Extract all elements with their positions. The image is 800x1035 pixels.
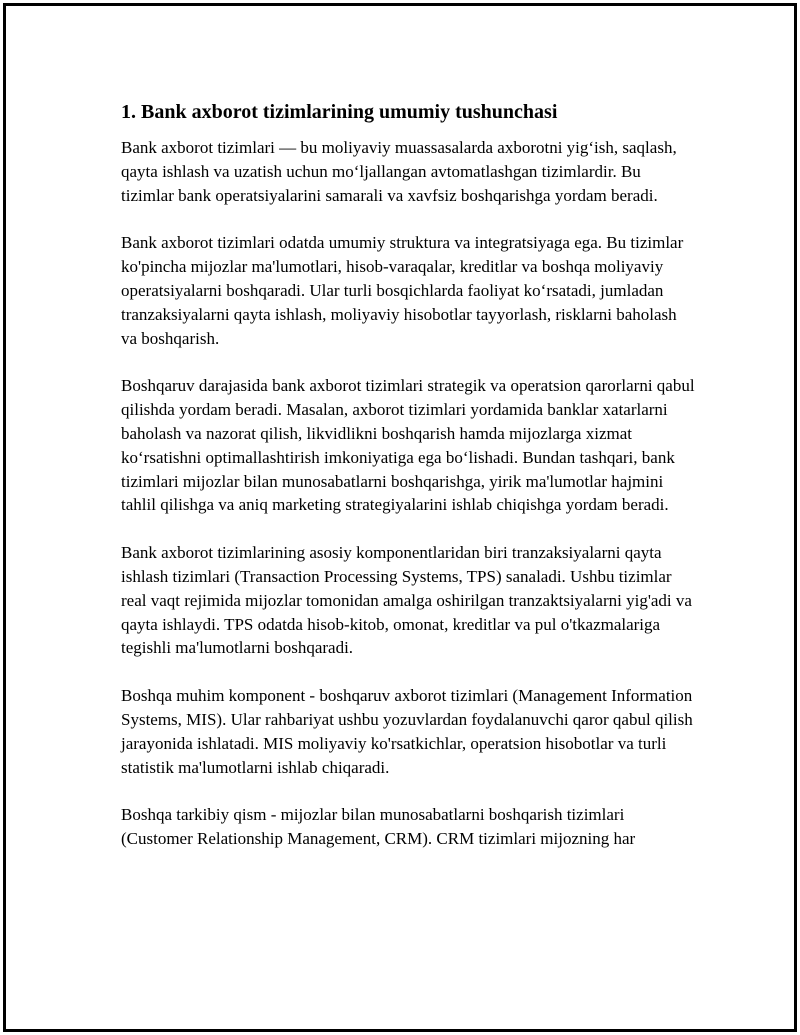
paragraph-5: Boshqa muhim komponent - boshqaruv axborot tizimlari (Management Information Systems, MIS). Ular rahbariyat ushbu yozuvlardan foydalanuvchi qaror qabul qilish jarayonida ishlatadi. MIS moliyaviy ko'rsatkichlar, operatsion hisobotlar va turli statistik ma'lumotlarni ishlab chiqaradi. bbox=[121, 686, 693, 777]
paragraph-6: Boshqa tarkibiy qism - mijozlar bilan munosabatlarni boshqarish tizimlari (Customer Relationship Management, CRM). CRM tizimlari mijozning har bbox=[121, 805, 636, 849]
document-body bbox=[121, 98, 696, 875]
paragraph-3: Boshqaruv darajasida bank axborot tizimlari strategik va operatsion qarorlarni qabul qilishda yordam beradi. Masalan, axborot tizimlari yordamida banklar xatarlarni baholash va nazorat qilish, likvidlikni boshqarish hamda mijozlarga xizmat ko‘rsatishni optimallashtirish imkoniyatiga ega bo‘lishadi. Bundan tashqari, bank tizimlari mijozlar bilan munosabatlarni boshqarishga, yirik ma'lumotlar hajmini tahlil qilishga va aniq marketing strategiyalarini ishlab chiqishga yordam beradi. bbox=[121, 376, 695, 515]
paragraph-4: Bank axborot tizimlarining asosiy komponentlaridan biri tranzaksiyalarni qayta ishlash tizimlari (Transaction Processing Systems, TPS) sanaladi. Ushbu tizimlar real vaqt rejimida mijozlar tomonidan amalga oshirilgan tranzaktsiyalarni yig'adi va qayta ishlaydi. TPS odatda hisob-kitob, omonat, kreditlar va pul o'tkazmalariga tegishli ma'lumotlarni boshqaradi. bbox=[121, 543, 692, 658]
paragraph-2: Bank axborot tizimlari odatda umumiy struktura va integratsiyaga ega. Bu tizimlar ko'pincha mijozlar ma'lumotlari, hisob-varaqalar, kreditlar va boshqa moliyaviy operatsiyalarni boshqaradi. Ular turli bosqichlarda faoliyat ko‘rsatadi, jumladan tranzaksiyalarni qayta ishlash, moliyaviy hisobotlar tayyorlash, risklarni baholash va boshqarish. bbox=[121, 233, 684, 348]
page-frame bbox=[3, 3, 797, 1032]
section-heading: 1. Bank axborot tizimlarining umumiy tushunchasi bbox=[121, 101, 558, 123]
paragraph-1: Bank axborot tizimlari — bu moliyaviy muassasalarda axborotni yig‘ish, saqlash, qayta ishlash va uzatish uchun mo‘ljallangan avtomatlashgan tizimlardir. Bu tizimlar bank operatsiyalarini samarali va xavfsiz boshqarishga yordam beradi. bbox=[121, 138, 677, 205]
